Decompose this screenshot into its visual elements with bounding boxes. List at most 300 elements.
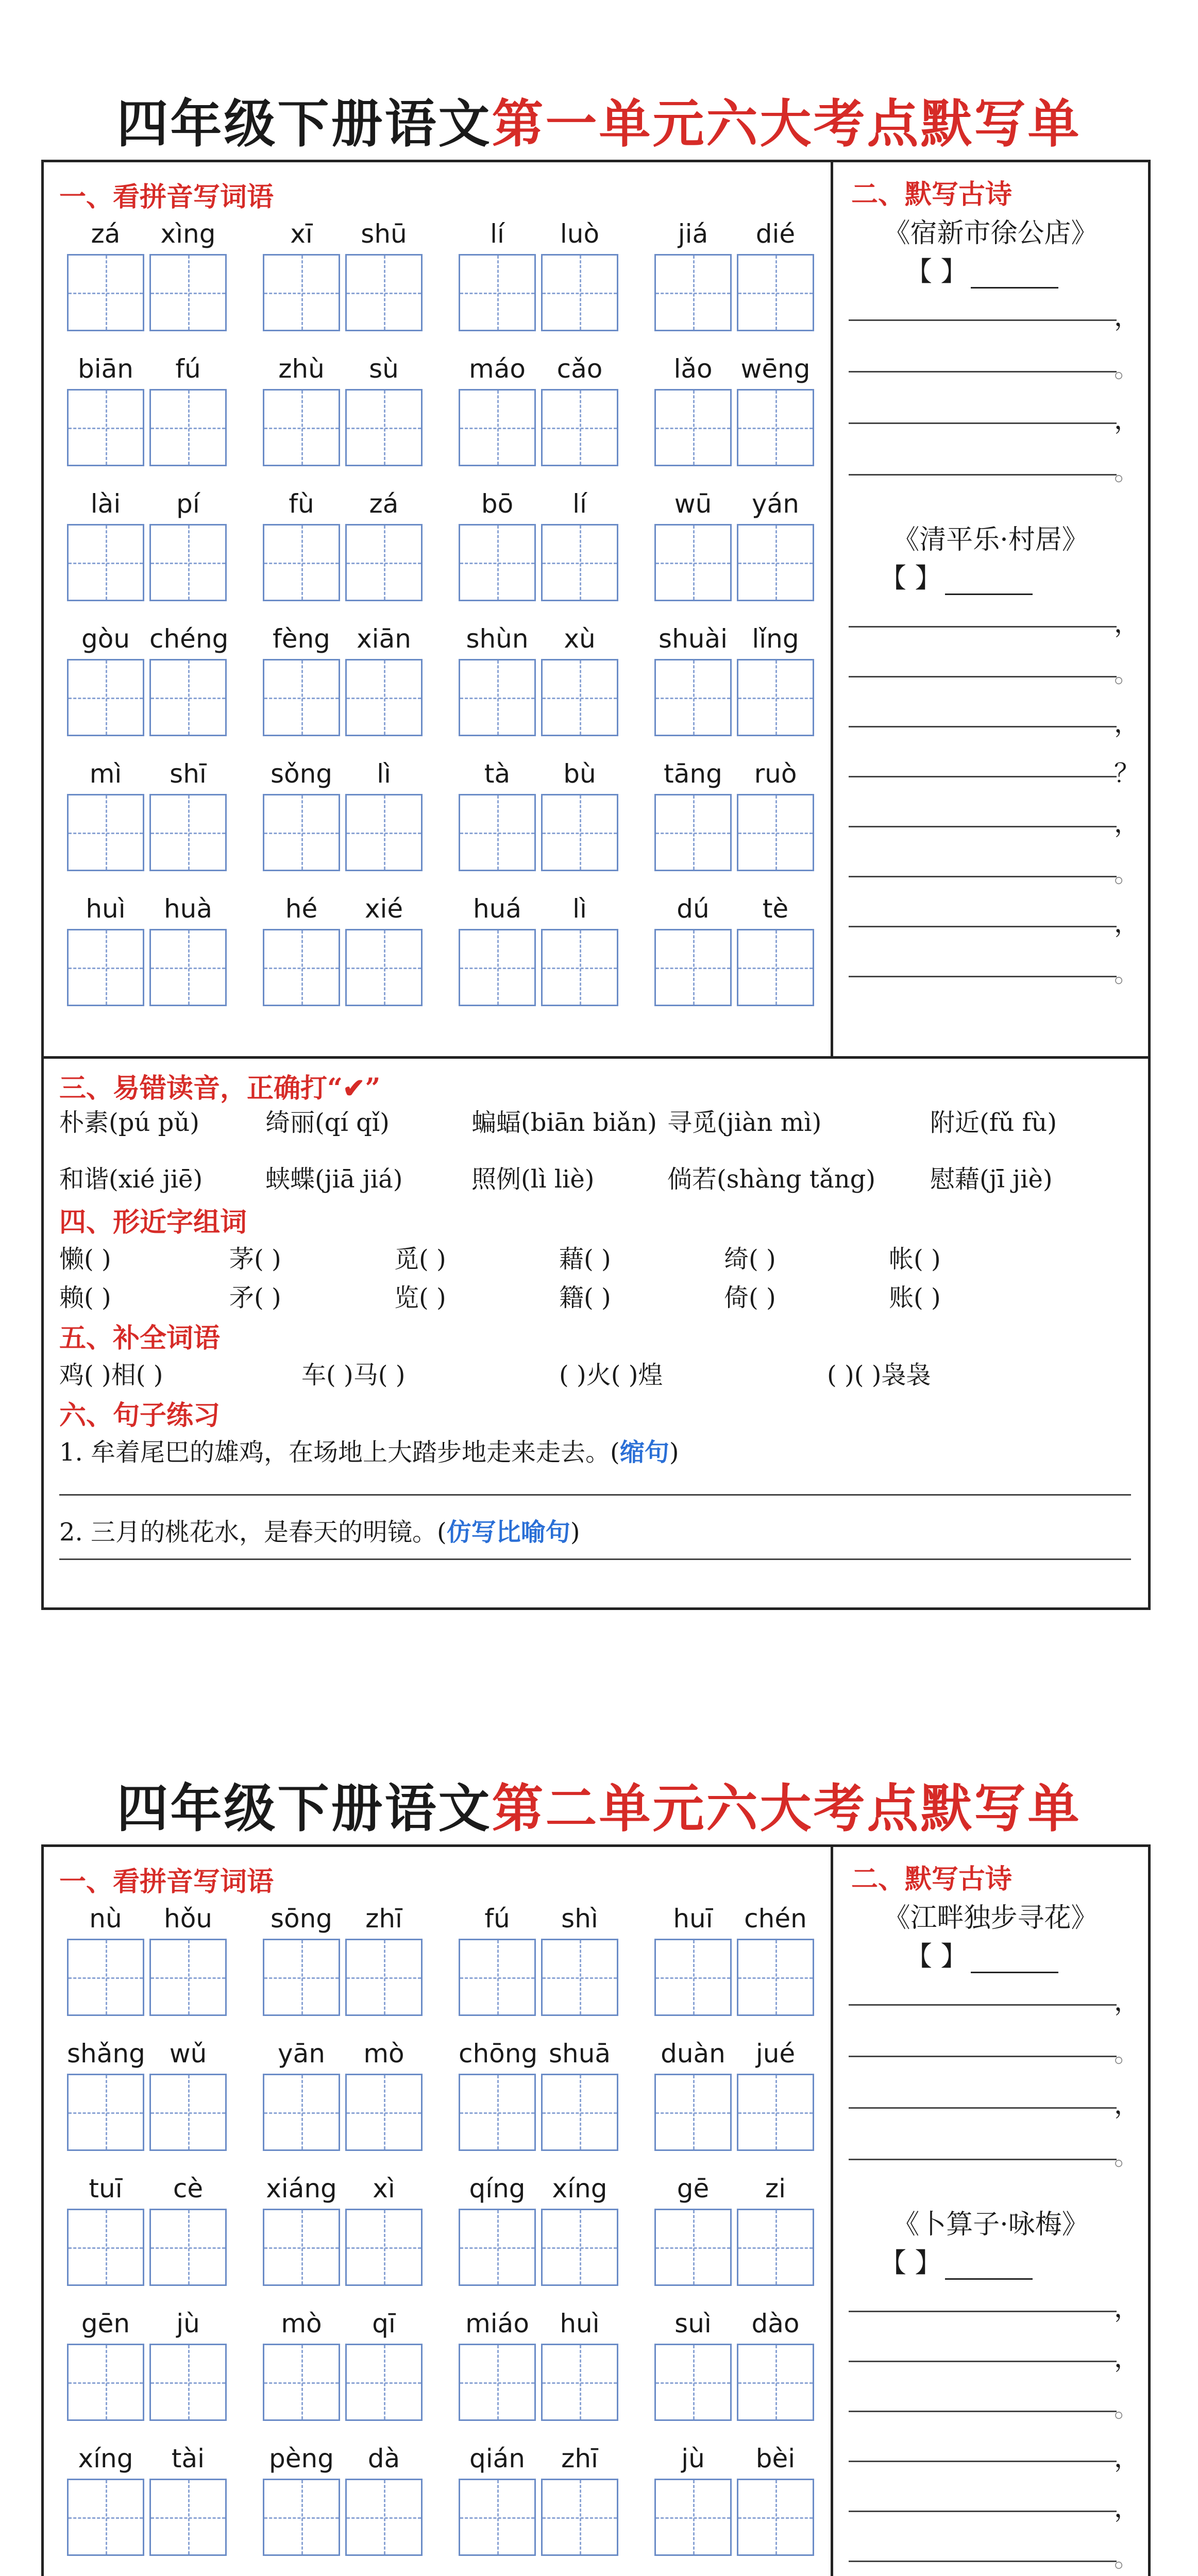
pinyin-syllable: tāng [664, 759, 722, 789]
writing-grid-box[interactable] [263, 2209, 340, 2286]
writing-grid-box[interactable] [541, 659, 618, 736]
pronunciation-item[interactable]: 照例(lì liè) [471, 1165, 595, 1194]
pinyin-syllable: xiáng [266, 2174, 337, 2204]
poem-line-blank[interactable] [849, 2004, 1117, 2006]
writing-grid-box[interactable] [67, 2344, 144, 2421]
pinyin-word [67, 2309, 232, 2427]
pinyin-word [263, 2174, 428, 2292]
pinyin-syllable: lǐng [752, 624, 799, 654]
writing-grid-box[interactable] [654, 2344, 732, 2421]
pinyin-syllable: chōng [459, 2039, 538, 2069]
pinyin-syllable: jù [681, 2444, 705, 2473]
poem-line-blank[interactable] [849, 2311, 1117, 2312]
pinyin-word [459, 624, 623, 742]
pinyin-syllable: fèng [273, 624, 330, 654]
pinyin-word [459, 894, 623, 1012]
pinyin-word [654, 2309, 819, 2427]
writing-grid-box[interactable] [263, 929, 340, 1006]
pinyin-syllable: shùn [466, 624, 529, 654]
section-2-heading: 二、默写古诗 [851, 1863, 1013, 1895]
poem-line-blank[interactable] [849, 926, 1117, 927]
pinyin-word [67, 624, 232, 742]
writing-grid-box[interactable] [67, 254, 144, 331]
pinyin-syllable: miáo [465, 2309, 529, 2338]
similar-char-item[interactable]: 赖( ) [59, 1283, 111, 1312]
pinyin-word [654, 2444, 819, 2562]
sentence-text: 1. 牟着尾巴的雄鸡，在场地上大踏步地走来走去。( [59, 1438, 620, 1467]
pinyin-syllable: gēn [81, 2309, 130, 2338]
pinyin-syllable: ruò [754, 759, 797, 789]
sentence-text: 2. 三月的桃花水，是春天的明镜。( [59, 1518, 447, 1547]
pinyin-word [459, 489, 623, 607]
similar-char-item[interactable]: 绮( ) [724, 1245, 776, 1274]
pinyin-word [67, 894, 232, 1012]
poem-line-blank[interactable] [849, 776, 1117, 777]
writing-grid-box[interactable] [67, 524, 144, 601]
pronunciation-item[interactable]: 附近(fǔ fù) [930, 1108, 1057, 1137]
pinyin-syllable: zá [91, 219, 121, 249]
poem-punctuation: ， [1114, 302, 1140, 332]
writing-grid-box[interactable] [541, 794, 618, 871]
writing-grid-box[interactable] [459, 524, 536, 601]
pinyin-word [263, 2039, 428, 2157]
title-unit: 第二单元六大考点默写单 [492, 1778, 1082, 1839]
writing-grid-box[interactable] [149, 254, 227, 331]
writing-grid-box[interactable] [149, 2074, 227, 2151]
poem-punctuation: 。 [1114, 858, 1140, 888]
author-bracket: 【 】 [905, 257, 968, 287]
pronunciation-item[interactable]: 寻觅(jiàn mì) [667, 1108, 822, 1137]
similar-char-item[interactable]: 觅( ) [394, 1245, 446, 1274]
pinyin-syllable: duàn [661, 2039, 725, 2069]
writing-grid-box[interactable] [345, 794, 423, 871]
pinyin-syllable: biān [78, 354, 133, 384]
poem-line-blank[interactable] [849, 371, 1117, 372]
writing-grid-box[interactable] [345, 2344, 423, 2421]
pinyin-word [263, 2444, 428, 2562]
writing-grid-box[interactable] [459, 2479, 536, 2556]
writing-grid-box[interactable] [737, 1939, 814, 2016]
pinyin-syllable: bù [563, 759, 596, 789]
writing-grid-box[interactable] [263, 2479, 340, 2556]
writing-grid-box[interactable] [737, 794, 814, 871]
pinyin-syllable: fú [484, 1904, 510, 1934]
worksheet-frame [41, 160, 1151, 1610]
poem-line-blank[interactable] [849, 422, 1117, 424]
poem-punctuation: ， [1114, 2343, 1140, 2373]
poem-title: 《宿新市徐公店》 [883, 218, 1098, 249]
similar-char-item[interactable]: 账( ) [889, 1283, 941, 1312]
pinyin-syllable: luò [560, 219, 600, 249]
pinyin-word [459, 219, 623, 337]
worksheet-2 [0, 1747, 1198, 2576]
writing-grid-box[interactable] [541, 254, 618, 331]
author-bracket: 【 】 [880, 563, 942, 594]
writing-grid-box[interactable] [149, 929, 227, 1006]
answer-line[interactable] [59, 1558, 1131, 1560]
pinyin-syllable: shuā [548, 2039, 611, 2069]
pinyin-syllable: jué [755, 2039, 796, 2069]
author-line [945, 570, 1033, 595]
writing-grid-box[interactable] [149, 2344, 227, 2421]
section-1-heading: 一、看拼音写词语 [59, 181, 274, 213]
section-3-heading: 三、易错读音，正确打“✔” [59, 1073, 381, 1104]
writing-grid-box[interactable] [263, 524, 340, 601]
answer-line[interactable] [59, 1494, 1131, 1496]
writing-grid-box[interactable] [67, 794, 144, 871]
pinyin-syllable: zi [765, 2174, 786, 2204]
pinyin-word [263, 624, 428, 742]
poem-punctuation: ， [1114, 2090, 1140, 2120]
author-bracket: 【 】 [905, 1941, 968, 1972]
poem-line-blank[interactable] [849, 319, 1117, 321]
writing-grid-box[interactable] [345, 1939, 423, 2016]
pinyin-syllable: suì [674, 2309, 712, 2338]
poem-line-blank[interactable] [849, 2411, 1117, 2412]
pinyin-syllable: hǒu [164, 1904, 212, 1934]
poem-punctuation: 。 [1114, 2393, 1140, 2423]
pinyin-word [263, 759, 428, 877]
poem-line-blank[interactable] [849, 474, 1117, 476]
pinyin-syllable: huī [673, 1904, 713, 1934]
author-bracket: 【 】 [880, 2248, 942, 2279]
writing-grid-box[interactable] [737, 2479, 814, 2556]
writing-grid-box[interactable] [654, 524, 732, 601]
pinyin-word [67, 2174, 232, 2292]
writing-grid-box[interactable] [67, 389, 144, 466]
poem-line-blank[interactable] [849, 976, 1117, 977]
idiom-fill-item[interactable]: 车( )马( ) [301, 1361, 406, 1389]
sentence-hint: 仿写比喻句 [446, 1518, 570, 1547]
writing-grid-box[interactable] [541, 929, 618, 1006]
pinyin-syllable: sù [369, 354, 399, 384]
pronunciation-item[interactable]: 和谐(xié jiē) [59, 1165, 203, 1194]
pinyin-word [263, 894, 428, 1012]
pinyin-syllable: huì [560, 2309, 600, 2338]
writing-grid-box[interactable] [654, 254, 732, 331]
pronunciation-item[interactable]: 蝙蝠(biān biǎn) [471, 1108, 657, 1137]
poem-author-blank[interactable] [880, 556, 1033, 595]
writing-grid-box[interactable] [459, 2074, 536, 2151]
writing-grid-box[interactable] [737, 254, 814, 331]
pinyin-syllable: lì [377, 759, 391, 789]
writing-grid-box[interactable] [149, 794, 227, 871]
poem-title: 《江畔独步寻花》 [883, 1903, 1098, 1934]
pinyin-syllable: fù [289, 489, 314, 519]
idiom-fill-item[interactable]: ( )( )袅袅 [827, 1361, 931, 1389]
writing-grid-box[interactable] [737, 2344, 814, 2421]
poem-line-blank[interactable] [849, 2159, 1117, 2160]
pinyin-section [44, 1847, 833, 2576]
title-unit: 第一单元六大考点默写单 [492, 93, 1082, 154]
pinyin-syllable: zhī [365, 1904, 402, 1934]
writing-grid-box[interactable] [737, 2074, 814, 2151]
poem-section [833, 1847, 1148, 2576]
pinyin-syllable: máo [469, 354, 526, 384]
pinyin-syllable: dà [367, 2444, 400, 2473]
poem-line-blank[interactable] [849, 626, 1117, 628]
poem-line-blank[interactable] [849, 2107, 1117, 2109]
writing-grid-box[interactable] [737, 929, 814, 1006]
writing-grid-box[interactable] [541, 2209, 618, 2286]
pinyin-syllable: lǎo [673, 354, 713, 384]
pinyin-syllable: xù [564, 624, 596, 654]
pinyin-word [67, 759, 232, 877]
pinyin-syllable: sōng [270, 1904, 333, 1934]
pinyin-word [459, 759, 623, 877]
writing-grid-box[interactable] [345, 929, 423, 1006]
poem-punctuation: ？ [1114, 758, 1140, 788]
pinyin-word [654, 2039, 819, 2157]
writing-grid-box[interactable] [345, 2479, 423, 2556]
worksheet-1 [0, 62, 1198, 1710]
writing-grid-box[interactable] [67, 2074, 144, 2151]
pronunciation-item[interactable]: 绮丽(qí qǐ) [265, 1108, 390, 1137]
writing-grid-box[interactable] [67, 659, 144, 736]
writing-grid-box[interactable] [149, 659, 227, 736]
similar-char-item[interactable]: 帐( ) [889, 1245, 941, 1274]
poem-punctuation: ， [1114, 2493, 1140, 2523]
pinyin-syllable: xiān [357, 624, 411, 654]
pronunciation-item[interactable]: 蛱蝶(jiā jiá) [265, 1165, 403, 1194]
writing-grid-box[interactable] [654, 1939, 732, 2016]
writing-grid-box[interactable] [541, 2479, 618, 2556]
writing-grid-box[interactable] [67, 1939, 144, 2016]
pinyin-syllable: pí [176, 489, 200, 519]
pinyin-syllable: nù [89, 1904, 122, 1934]
pinyin-word [263, 219, 428, 337]
writing-grid-box[interactable] [654, 2074, 732, 2151]
writing-grid-box[interactable] [459, 2344, 536, 2421]
idiom-fill-item[interactable]: 鸡( )相( ) [59, 1361, 163, 1389]
pinyin-syllable: xíng [78, 2444, 133, 2473]
writing-grid-box[interactable] [737, 2209, 814, 2286]
section-1-heading: 一、看拼音写词语 [59, 1866, 274, 1897]
poem-line-blank[interactable] [849, 2511, 1117, 2512]
pinyin-word [654, 2174, 819, 2292]
pinyin-syllable: huá [473, 894, 522, 924]
pinyin-syllable: wū [674, 489, 712, 519]
pinyin-syllable: mò [281, 2309, 322, 2338]
pinyin-syllable: xì [373, 2174, 395, 2204]
writing-grid-box[interactable] [149, 2479, 227, 2556]
worksheet-frame [41, 1844, 1151, 2576]
pinyin-syllable: cè [173, 2174, 204, 2204]
pinyin-syllable: dú [677, 894, 710, 924]
section-divider [44, 1056, 1148, 1059]
writing-grid-box[interactable] [541, 2344, 618, 2421]
writing-grid-box[interactable] [345, 254, 423, 331]
pinyin-word [263, 2309, 428, 2427]
pinyin-syllable: lì [572, 894, 587, 924]
pinyin-syllable: fú [175, 354, 201, 384]
pinyin-syllable: shū [361, 219, 407, 249]
pinyin-word [459, 354, 623, 472]
pinyin-syllable: xī [290, 219, 313, 249]
writing-grid-box[interactable] [459, 1939, 536, 2016]
worksheet-title [0, 82, 1198, 157]
author-line [945, 2255, 1033, 2280]
similar-char-item[interactable]: 览( ) [394, 1283, 446, 1312]
poem-author-blank[interactable] [905, 250, 1058, 289]
writing-grid-box[interactable] [459, 2209, 536, 2286]
pinyin-syllable: qián [469, 2444, 525, 2473]
writing-grid-box[interactable] [459, 929, 536, 1006]
pinyin-syllable: yán [752, 489, 799, 519]
writing-grid-box[interactable] [654, 929, 732, 1006]
poem-punctuation: ， [1114, 405, 1140, 435]
pinyin-syllable: zá [369, 489, 399, 519]
pinyin-syllable: dào [751, 2309, 800, 2338]
pinyin-word [67, 489, 232, 607]
pinyin-syllable: sǒng [270, 759, 333, 789]
pinyin-syllable: huà [163, 894, 213, 924]
writing-grid-box[interactable] [149, 2209, 227, 2286]
pinyin-syllable: lài [90, 489, 121, 519]
writing-grid-box[interactable] [263, 2074, 340, 2151]
pinyin-syllable: qíng [469, 2174, 526, 2204]
sentence-exercise-1 [59, 1432, 679, 1468]
pinyin-syllable: shǎng [67, 2039, 145, 2069]
pinyin-syllable: chéng [149, 624, 229, 654]
similar-char-item[interactable]: 矛( ) [229, 1283, 281, 1312]
writing-grid-box[interactable] [541, 389, 618, 466]
writing-grid-box[interactable] [654, 2479, 732, 2556]
author-line [971, 1948, 1058, 1973]
writing-grid-box[interactable] [654, 389, 732, 466]
pinyin-syllable: xìng [160, 219, 216, 249]
poem-line-blank[interactable] [849, 876, 1117, 877]
poem-line-blank[interactable] [849, 2561, 1117, 2562]
poem-line-blank[interactable] [849, 2461, 1117, 2462]
pinyin-syllable: zhī [561, 2444, 598, 2473]
writing-grid-box[interactable] [345, 524, 423, 601]
poem-punctuation: ， [1114, 908, 1140, 938]
pinyin-syllable: yān [278, 2039, 325, 2069]
poem-punctuation: 。 [1114, 958, 1140, 988]
poem-line-blank[interactable] [849, 2361, 1117, 2362]
writing-grid-box[interactable] [263, 659, 340, 736]
pinyin-syllable: bèi [755, 2444, 796, 2473]
writing-grid-box[interactable] [263, 254, 340, 331]
section-2-heading: 二、默写古诗 [851, 179, 1013, 210]
writing-grid-box[interactable] [459, 254, 536, 331]
writing-grid-box[interactable] [345, 659, 423, 736]
writing-grid-box[interactable] [541, 2074, 618, 2151]
title-grade: 四年级下册语文 [116, 93, 492, 154]
section-6-heading: 六、句子练习 [59, 1400, 221, 1431]
poem-line-blank[interactable] [849, 826, 1117, 827]
poem-line-blank[interactable] [849, 726, 1117, 727]
poem-punctuation: 。 [1114, 658, 1140, 688]
pinyin-syllable: shì [561, 1904, 598, 1934]
pronunciation-item[interactable]: 倘若(shàng tǎng) [667, 1165, 876, 1194]
poem-punctuation: 。 [1114, 456, 1140, 486]
writing-grid-box[interactable] [654, 2209, 732, 2286]
writing-grid-box[interactable] [263, 794, 340, 871]
writing-grid-box[interactable] [263, 1939, 340, 2016]
writing-grid-box[interactable] [737, 524, 814, 601]
writing-grid-box[interactable] [345, 389, 423, 466]
pronunciation-item[interactable]: 慰藉(jī jiè) [930, 1165, 1053, 1194]
pinyin-word [654, 1904, 819, 2022]
writing-grid-box[interactable] [654, 659, 732, 736]
section-4-heading: 四、形近字组词 [59, 1207, 247, 1238]
pinyin-syllable: jù [176, 2309, 200, 2338]
writing-grid-box[interactable] [737, 659, 814, 736]
pinyin-word [654, 219, 819, 337]
title-grade: 四年级下册语文 [116, 1778, 492, 1839]
pinyin-syllable: jiá [678, 219, 708, 249]
pinyin-syllable: lí [572, 489, 587, 519]
writing-grid-box[interactable] [737, 389, 814, 466]
close-paren: ) [669, 1438, 679, 1467]
poem-author-blank[interactable] [880, 2241, 1033, 2280]
pinyin-word [654, 354, 819, 472]
similar-char-item[interactable]: 倚( ) [724, 1283, 776, 1312]
writing-grid-box[interactable] [459, 389, 536, 466]
poem-line-blank[interactable] [849, 676, 1117, 677]
idiom-fill-item[interactable]: ( )火( )煌 [559, 1361, 663, 1389]
writing-grid-box[interactable] [263, 389, 340, 466]
close-paren: ) [570, 1518, 580, 1547]
pinyin-word [263, 1904, 428, 2022]
pinyin-syllable: tà [484, 759, 511, 789]
pinyin-word [459, 2309, 623, 2427]
pinyin-word [67, 354, 232, 472]
pinyin-syllable: bō [481, 489, 514, 519]
similar-char-item[interactable]: 籍( ) [559, 1283, 611, 1312]
pinyin-word [67, 2444, 232, 2562]
poem-title: 《清平乐·村居》 [892, 524, 1089, 555]
pinyin-syllable: gē [677, 2174, 710, 2204]
writing-grid-box[interactable] [459, 659, 536, 736]
writing-grid-box[interactable] [654, 794, 732, 871]
similar-char-item[interactable]: 藉( ) [559, 1245, 611, 1274]
poem-punctuation: ， [1114, 808, 1140, 838]
pinyin-syllable: gòu [81, 624, 130, 654]
writing-grid-box[interactable] [149, 389, 227, 466]
writing-grid-box[interactable] [149, 1939, 227, 2016]
pinyin-word [263, 489, 428, 607]
pinyin-word [459, 2039, 623, 2157]
writing-grid-box[interactable] [263, 2344, 340, 2421]
writing-grid-box[interactable] [149, 524, 227, 601]
poem-author-blank[interactable] [905, 1935, 1058, 1973]
poem-line-blank[interactable] [849, 2056, 1117, 2057]
writing-grid-box[interactable] [345, 2209, 423, 2286]
poem-section [833, 162, 1148, 1056]
writing-grid-box[interactable] [459, 794, 536, 871]
pinyin-word [459, 2444, 623, 2562]
writing-grid-box[interactable] [541, 524, 618, 601]
poem-title: 《卜算子·咏梅》 [892, 2209, 1089, 2240]
similar-char-item[interactable]: 懒( ) [59, 1245, 111, 1274]
pinyin-syllable: zhù [278, 354, 325, 384]
writing-grid-box[interactable] [67, 2479, 144, 2556]
writing-grid-box[interactable] [541, 1939, 618, 2016]
pinyin-syllable: tuī [89, 2174, 123, 2204]
writing-grid-box[interactable] [67, 2209, 144, 2286]
pronunciation-item[interactable]: 朴素(pú pǔ) [59, 1108, 199, 1137]
pinyin-syllable: tè [762, 894, 789, 924]
similar-char-item[interactable]: 茅( ) [229, 1245, 281, 1274]
poem-punctuation: 。 [1114, 2141, 1140, 2171]
writing-grid-box[interactable] [345, 2074, 423, 2151]
section-5-heading: 五、补全词语 [59, 1323, 221, 1354]
pinyin-syllable: pèng [269, 2444, 334, 2473]
writing-grid-box[interactable] [67, 929, 144, 1006]
